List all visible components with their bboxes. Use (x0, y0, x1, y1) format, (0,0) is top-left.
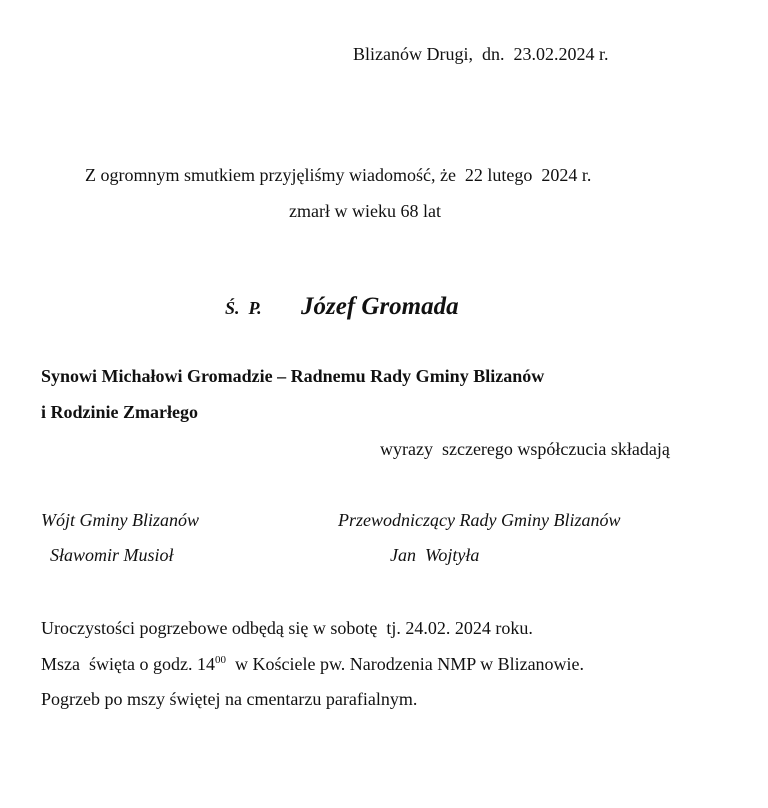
announcement-line-2: zmarł w wieku 68 lat (289, 201, 441, 221)
funeral-line-2 (41, 653, 584, 675)
signature-right-name: Jan Wojtyła (390, 545, 480, 565)
signature-left-title: Wójt Gminy Blizanów (41, 510, 199, 530)
announcement-line-1: Z ogromnym smutkiem przyjęliśmy wiadomość, że 22 lutego 2024 r. (85, 165, 592, 185)
place-date: Blizanów Drugi, dn. 23.02.2024 r. (353, 44, 609, 64)
condolences-text: wyrazy szczerego współczucia składają (380, 439, 670, 459)
deceased-heading (216, 272, 459, 321)
mass-text-before: Msza święta o godz. 14 (41, 654, 215, 674)
mass-time-minutes: 00 (214, 654, 226, 666)
recipients-line-2: i Rodzinie Zmarłego (41, 402, 198, 422)
signature-right-title: Przewodniczący Rady Gminy Blizanów (338, 510, 621, 530)
deceased-name: Józef Gromada (301, 293, 459, 320)
funeral-line-1: Uroczystości pogrzebowe odbędą się w sobotę tj. 24.02. 2024 roku. (41, 618, 533, 638)
signature-left-name: Sławomir Musioł (50, 545, 174, 565)
mass-text-after: w Kościele pw. Narodzenia NMP w Blizanowie. (225, 654, 585, 674)
recipients-line-1: Synowi Michałowi Gromadzie – Radnemu Rady Gminy Blizanów (41, 366, 545, 386)
funeral-line-3: Pogrzeb po mszy świętej na cmentarzu parafialnym. (41, 689, 418, 709)
deceased-prefix: Ś. P. (225, 298, 262, 318)
